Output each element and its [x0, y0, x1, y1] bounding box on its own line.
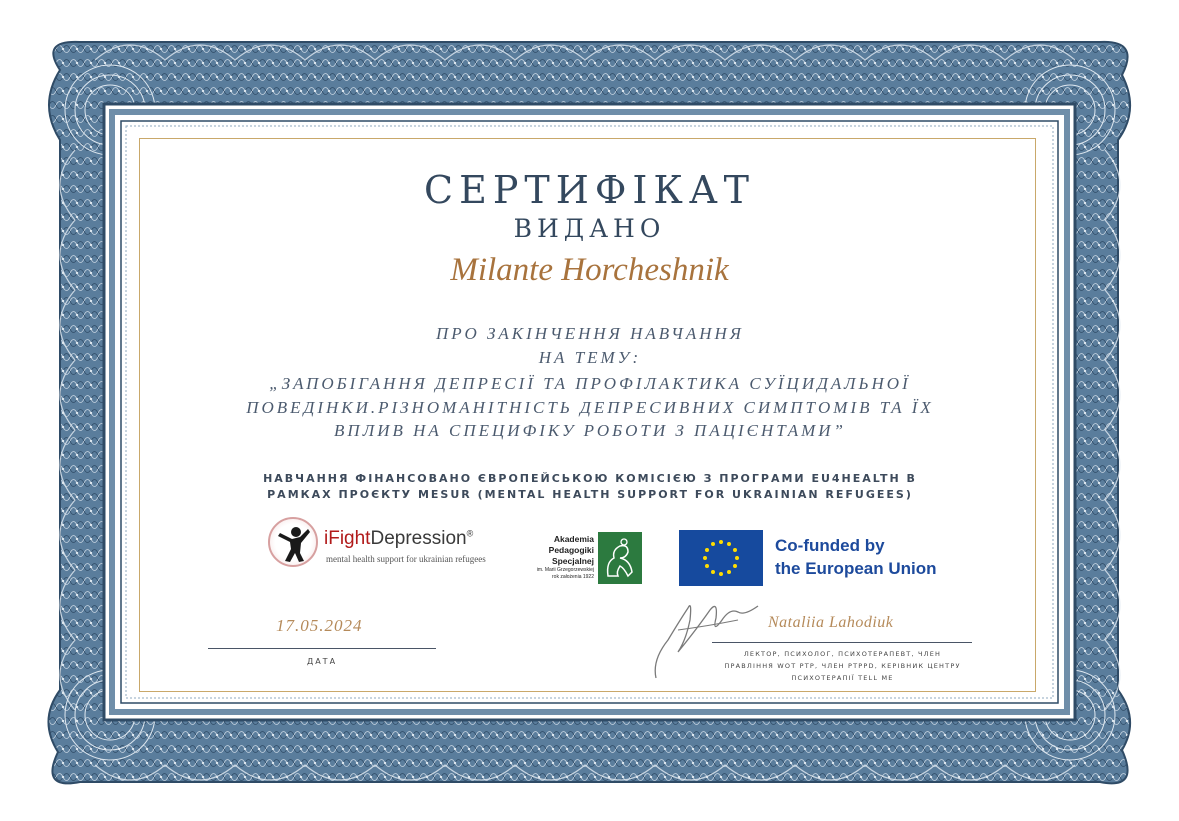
ifightdepression-wordmark: iFightDepression®	[324, 528, 474, 549]
course-title-line-1: „ЗАПОБІГАННЯ ДЕПРЕСІЇ ТА ПРОФІЛАКТИКА СУЇЦИДАЛЬНОЇ	[269, 374, 911, 393]
course-title-line-2: ПОВЕДІНКИ.РІЗНОМАНІТНІСТЬ ДЕПРЕСИВНИХ СИМПТОМІВ ТА ЇХ	[246, 398, 934, 417]
signature-underline	[712, 642, 972, 643]
figure-icon	[598, 532, 642, 584]
eu-stars-icon	[679, 530, 763, 586]
aps-logo	[526, 530, 646, 586]
course-intro-line-1: ПРО ЗАКІНЧЕННЯ НАВЧАННЯ	[436, 324, 744, 343]
ifightdepression-emblem	[268, 517, 318, 567]
recipient-name: Milante Horcheshnik	[450, 252, 729, 288]
signer-name: Nataliia Lahodiuk	[768, 614, 894, 631]
signer-role: ЛЕКТОР, ПСИХОЛОГ, ПСИХОТЕРАПЕВТ, ЧЛЕН ПРАВЛІННЯ WOT PTP, ЧЛЕН PTPPD, КЕРІВНИК ЦЕНТРУ ПСИХОТЕРАПІЇ TELL ME	[724, 650, 961, 682]
eu-cofunded-text: Co-funded by the European Union	[775, 536, 937, 578]
date-underline	[208, 648, 436, 649]
ifightdepression-tagline: mental health support for ukrainian refugees	[326, 554, 486, 564]
eu-cofunded-logo	[679, 530, 969, 586]
ifightdepression-logo	[268, 515, 498, 575]
issued-label: ВИДАНО	[513, 214, 666, 243]
certificate-title: СЕРТИФІКАТ	[424, 168, 755, 212]
course-title-line-3: ВПЛИВ НА СПЕЦИФІКУ РОБОТИ З ПАЦІЄНТАМИ”	[334, 421, 846, 440]
course-intro-line-2: НА ТЕМУ:	[538, 348, 642, 367]
aps-wordmark: Akademia Pedagogiki Specjalnej im. Marii Grzegorzewskiej rok założenia 1922	[536, 534, 594, 580]
funding-line-2: РАМКАХ ПРОЄКТУ MESUR (MENTAL HEALTH SUPPORT FOR UKRAINIAN REFUGEES)	[267, 488, 913, 501]
funding-line-1: НАВЧАННЯ ФІНАНСОВАНО ЄВРОПЕЙСЬКОЮ КОМІСІЄЮ З ПРОГРАМИ EU4HEALTH В	[263, 472, 917, 485]
person-icon	[270, 519, 316, 565]
eu-flag	[679, 530, 763, 586]
aps-emblem	[598, 532, 642, 584]
date-value: 17.05.2024	[276, 616, 363, 635]
date-label: ДАТА	[306, 657, 338, 666]
